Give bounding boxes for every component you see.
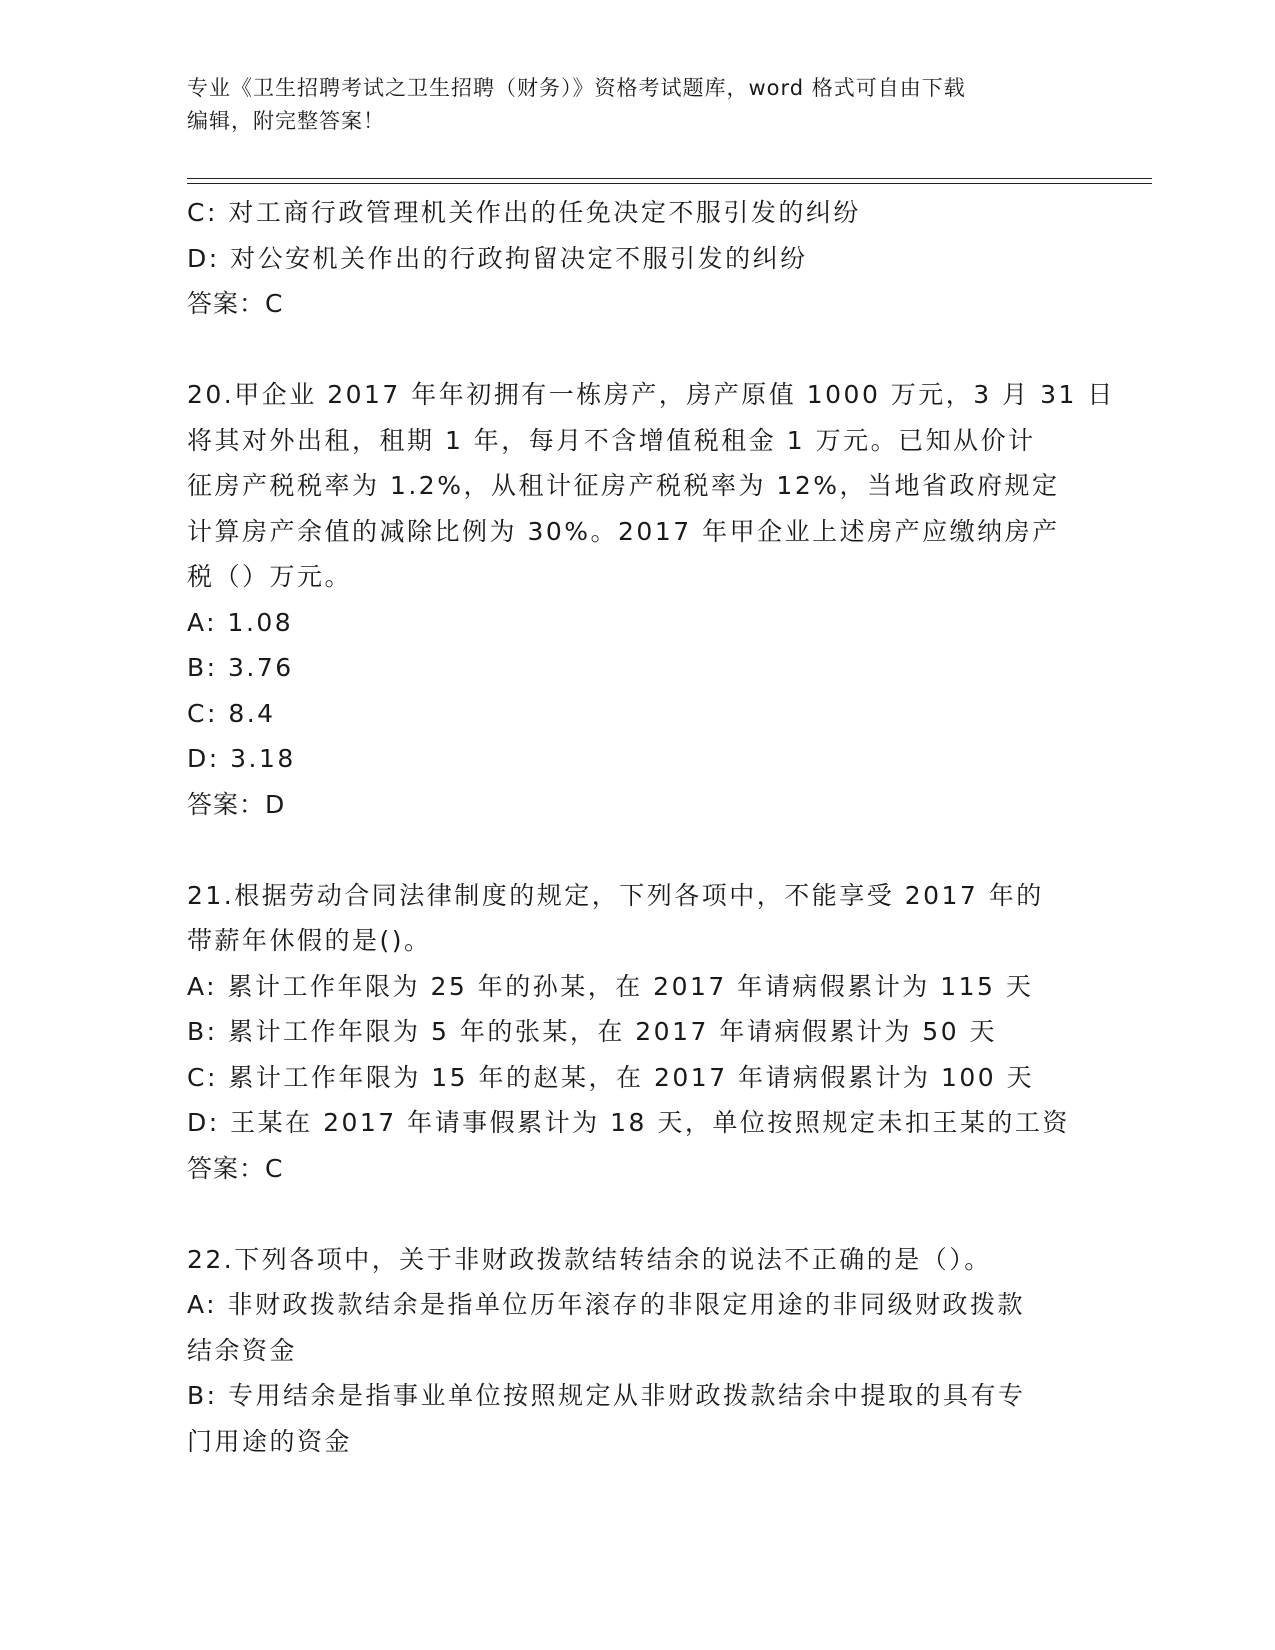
option-d: D: 王某在 2017 年请事假累计为 18 天，单位按照规定未扣王某的工资 — [187, 1108, 1070, 1137]
header-divider-top — [187, 178, 1152, 179]
option-a-continued: 结余资金 — [187, 1335, 298, 1365]
header-line-2: 编辑，附完整答案！ — [187, 109, 385, 133]
option-c: C: 累计工作年限为 15 年的赵某，在 2017 年请病假累计为 100 天 — [187, 1062, 1035, 1092]
option-a: A: 1.08 — [187, 607, 294, 637]
spacer — [187, 1191, 1087, 1237]
option-c: C: 8.4 — [187, 698, 276, 728]
question-stem-line: 税（）万元。 — [187, 562, 353, 591]
header-divider-bottom — [187, 183, 1152, 184]
option-c: C: 对工商行政管理机关作出的任免决定不服引发的纠纷 — [187, 198, 861, 227]
question-stem-line: 计算房产余值的减除比例为 30%。2017 年甲企业上述房产应缴纳房产 — [187, 516, 1060, 546]
option-a: A: 非财政拨款结余是指单位历年滚存的非限定用途的非同级财政拨款 — [187, 1290, 1026, 1319]
document-header — [187, 72, 1087, 138]
question-stem-line: 22.下列各项中，关于非财政拨款结转结余的说法不正确的是（）。 — [187, 1244, 992, 1274]
answer: 答案：C — [187, 1153, 284, 1183]
question-20 — [187, 372, 1115, 827]
question-22 — [187, 1237, 1087, 1465]
question-stem-line: 征房产税税率为 1.2%，从租计征房产税税率为 12%，当地省政府规定 — [187, 471, 1060, 500]
question-stem-line: 将其对外出租，租期 1 年，每月不含增值税租金 1 万元。已知从价计 — [187, 425, 1036, 455]
option-b: B: 专用结余是指事业单位按照规定从非财政拨款结余中提取的具有专 — [187, 1381, 1026, 1410]
spacer — [187, 327, 1087, 373]
option-b: B: 累计工作年限为 5 年的张某，在 2017 年请病假累计为 50 天 — [187, 1017, 998, 1046]
prev-question — [187, 190, 1087, 327]
question-stem-line: 带薪年休假的是()。 — [187, 926, 432, 955]
option-b-continued: 门用途的资金 — [187, 1426, 353, 1456]
answer: 答案：D — [187, 789, 286, 819]
spacer — [187, 827, 1087, 873]
question-content — [187, 190, 1115, 1464]
answer: 答案：C — [187, 289, 284, 318]
question-21 — [187, 873, 1087, 1192]
question-stem-line: 20.甲企业 2017 年年初拥有一栋房产，房产原值 1000 万元，3 月 31 日 — [187, 380, 1115, 409]
option-d: D: 3.18 — [187, 744, 296, 773]
header-line-1: 专业《卫生招聘考试之卫生招聘（财务）》资格考试题库，word 格式可自由下载 — [187, 76, 966, 100]
question-stem-line: 21.根据劳动合同法律制度的规定，下列各项中，不能享受 2017 年的 — [187, 880, 1044, 910]
option-d: D: 对公安机关作出的行政拘留决定不服引发的纠纷 — [187, 243, 808, 273]
option-b: B: 3.76 — [187, 653, 294, 682]
option-a: A: 累计工作年限为 25 年的孙某，在 2017 年请病假累计为 115 天 — [187, 971, 1034, 1001]
